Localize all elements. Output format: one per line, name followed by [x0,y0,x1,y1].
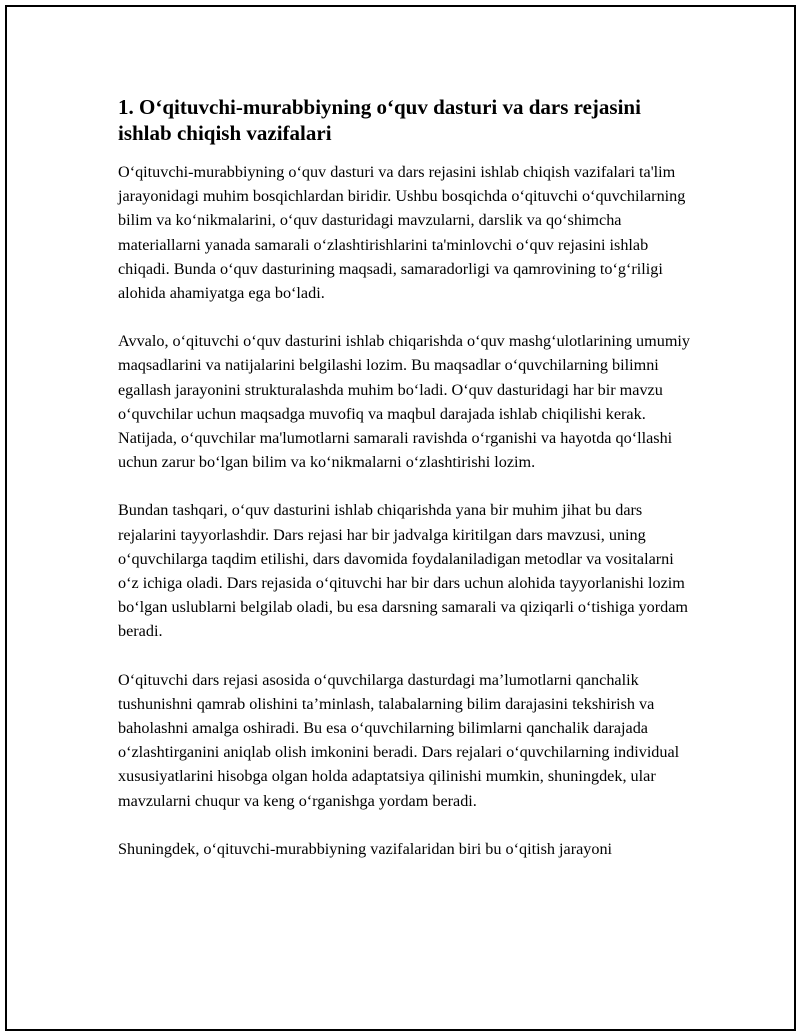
paragraph-2: Avvalo, o‘qituvchi o‘quv dasturini ishlab chiqarishda o‘quv mashg‘ulotlarining umumiy maqsadlarini va natijalarini belgilashi lozim. Bu maqsadlar o‘quvchilarning bilimni egallash jarayonini strukturalashda muhim bo‘ladi. O‘quv dasturidagi har bir mavzu o‘quvchilar uchun maqsadga muvofiq va maqbul darajada ishlab chiqilishi kerak. Natijada, o‘quvchilar ma'lumotlarni samarali ravishda o‘rganishi va hayotda qo‘llashi uchun zarur bo‘lgan bilim va ko‘nikmalarni o‘zlashtirishi lozim. [118,332,691,472]
paragraph-3: Bundan tashqari, o‘quv dasturini ishlab chiqarishda yana bir muhim jihat bu dars rejalarini tayyorlashdir. Dars rejasi har bir jadvalga kiritilgan dars mavzusi, uning o‘quvchilarga taqdim etilishi, dars davomida foydalaniladigan metodlar va vositalarni o‘z ichiga oladi. Dars rejasida o‘qituvchi har bir dars uchun alohida tayyorlanishi lozim bo‘lgan uslublarni belgilab oladi, bu esa darsning samarali va qiziqarli o‘tishiga yordam beradi. [118,501,689,641]
document-body [118,94,693,885]
paragraph-4: O‘qituvchi dars rejasi asosida o‘quvchilarga dasturdagi ma’lumotlarni qanchalik tushunishni qamrab olishini ta’minlash, talabalarning bilim darajasini tekshirish va baholashni amalga oshiradi. Bu esa o‘quvchilarning bilimlarni qanchalik darajada o‘zlashtirganini aniqlab olish imkonini beradi. Dars rejalari o‘quvchilarning individual xususiyatlarini hisobga olgan holda adaptatsiya qilinishi mumkin, shuningdek, ular mavzularni chuqur va keng o‘rganishga yordam beradi. [118,670,680,810]
paragraph-5: Shuningdek, o‘qituvchi-murabbiyning vazifalaridan biri bu o‘qitish jarayoni [118,839,613,858]
section-heading: 1. O‘qituvchi-murabbiyning o‘quv dasturi va dars rejasini ishlab chiqish vazifalari [118,95,641,145]
paragraph-1: O‘qituvchi-murabbiyning o‘quv dasturi va dars rejasini ishlab chiqish vazifalari ta'lim jarayonidagi muhim bosqichlardan biridir. Ushbu bosqichda o‘qituvchi o‘quvchilarning bilim va ko‘nikmalarini, o‘quv dasturidagi mavzularni, darslik va qo‘shimcha materiallarni yanada samarali o‘zlashtirishlarini ta'minlovchi o‘quv rejasini ishlab chiqadi. Bunda o‘quv dasturining maqsadi, samaradorligi va qamrovining to‘g‘riligi alohida ahamiyatga ega bo‘ladi. [118,163,686,303]
